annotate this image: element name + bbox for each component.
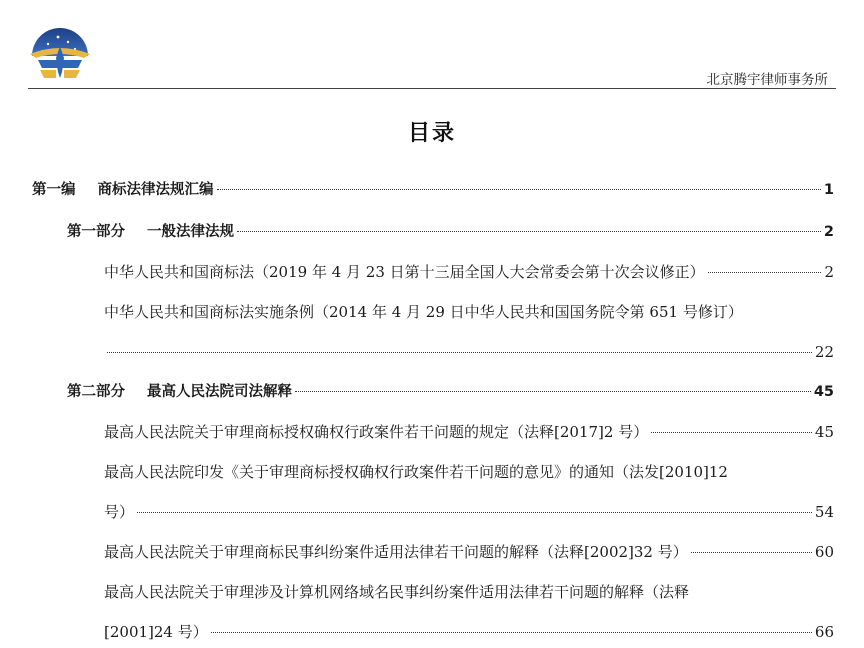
leader-dots — [107, 352, 812, 353]
toc-entry-title-cont: 号） — [104, 503, 135, 521]
leader-dots — [651, 432, 812, 433]
leader-dots — [295, 391, 811, 392]
header-divider — [28, 88, 836, 89]
toc-entry-title: 商标法律法规汇编 — [97, 182, 214, 198]
leader-dots — [708, 272, 822, 273]
toc-entry-opinions-2010[interactable] — [104, 502, 834, 522]
toc-entry-title: 一般法律法规 — [147, 224, 234, 240]
toc-entry-domain-names-line1[interactable]: 最高人民法院关于审理涉及计算机网络域名民事纠纷案件适用法律若干问题的解释（法释 — [104, 583, 690, 601]
page-number: 45 — [814, 423, 834, 441]
page-number: 22 — [814, 343, 834, 361]
toc-entry-implementing-regs-line1[interactable]: 中华人民共和国商标法实施条例（2014 年 4 月 29 日中华人民共和国国务院令第 651 号修订） — [104, 303, 743, 321]
toc-entry-trademark-law[interactable] — [104, 262, 834, 282]
page-number: 66 — [814, 623, 834, 641]
toc-entry-judicial-provisions-2017[interactable] — [104, 422, 834, 442]
toc-title: 目录 — [407, 120, 456, 146]
leader-dots — [137, 512, 812, 513]
page-number: 54 — [814, 503, 834, 521]
firm-name: 北京腾宇律师事务所 — [706, 72, 828, 88]
firm-logo — [28, 24, 92, 84]
toc-entry-opinions-2010-line1[interactable]: 最高人民法院印发《关于审理商标授权确权行政案件若干问题的意见》的通知（法发[2010]12 — [104, 463, 728, 481]
toc-entry-part1[interactable] — [32, 180, 834, 200]
toc-entry-section2[interactable] — [67, 382, 834, 402]
page-number: 45 — [813, 384, 834, 400]
toc-entry-implementing-regs[interactable] — [104, 342, 834, 362]
page-number: 60 — [814, 543, 834, 561]
leader-dots — [217, 189, 821, 190]
toc-entry-domain-names[interactable] — [104, 622, 834, 642]
toc-entry-section1[interactable] — [67, 222, 834, 242]
toc-entry-civil-disputes-2002[interactable] — [104, 542, 834, 562]
toc-label: 第二部分 — [67, 384, 125, 400]
toc-entry-title: 最高人民法院关于审理商标民事纠纷案件适用法律若干问题的解释（法释[2002]32 号） — [104, 543, 688, 561]
page-number: 1 — [823, 182, 834, 198]
leader-dots — [237, 231, 821, 232]
toc-entry-title: 中华人民共和国商标法（2019 年 4 月 23 日第十三届全国人大会常委会第十次会议修正） — [104, 263, 705, 281]
toc-entry-title: 最高人民法院关于审理商标授权确权行政案件若干问题的规定（法释[2017]2 号） — [104, 423, 649, 441]
toc-label: 第一部分 — [67, 224, 125, 240]
leader-dots — [691, 552, 812, 553]
page-number: 2 — [823, 224, 834, 240]
toc-entry-title: 最高人民法院司法解释 — [147, 384, 292, 400]
toc-entry-title-cont: [2001]24 号） — [104, 623, 208, 641]
toc-label: 第一编 — [32, 182, 76, 198]
page-number: 2 — [824, 263, 834, 281]
leader-dots — [211, 632, 812, 633]
